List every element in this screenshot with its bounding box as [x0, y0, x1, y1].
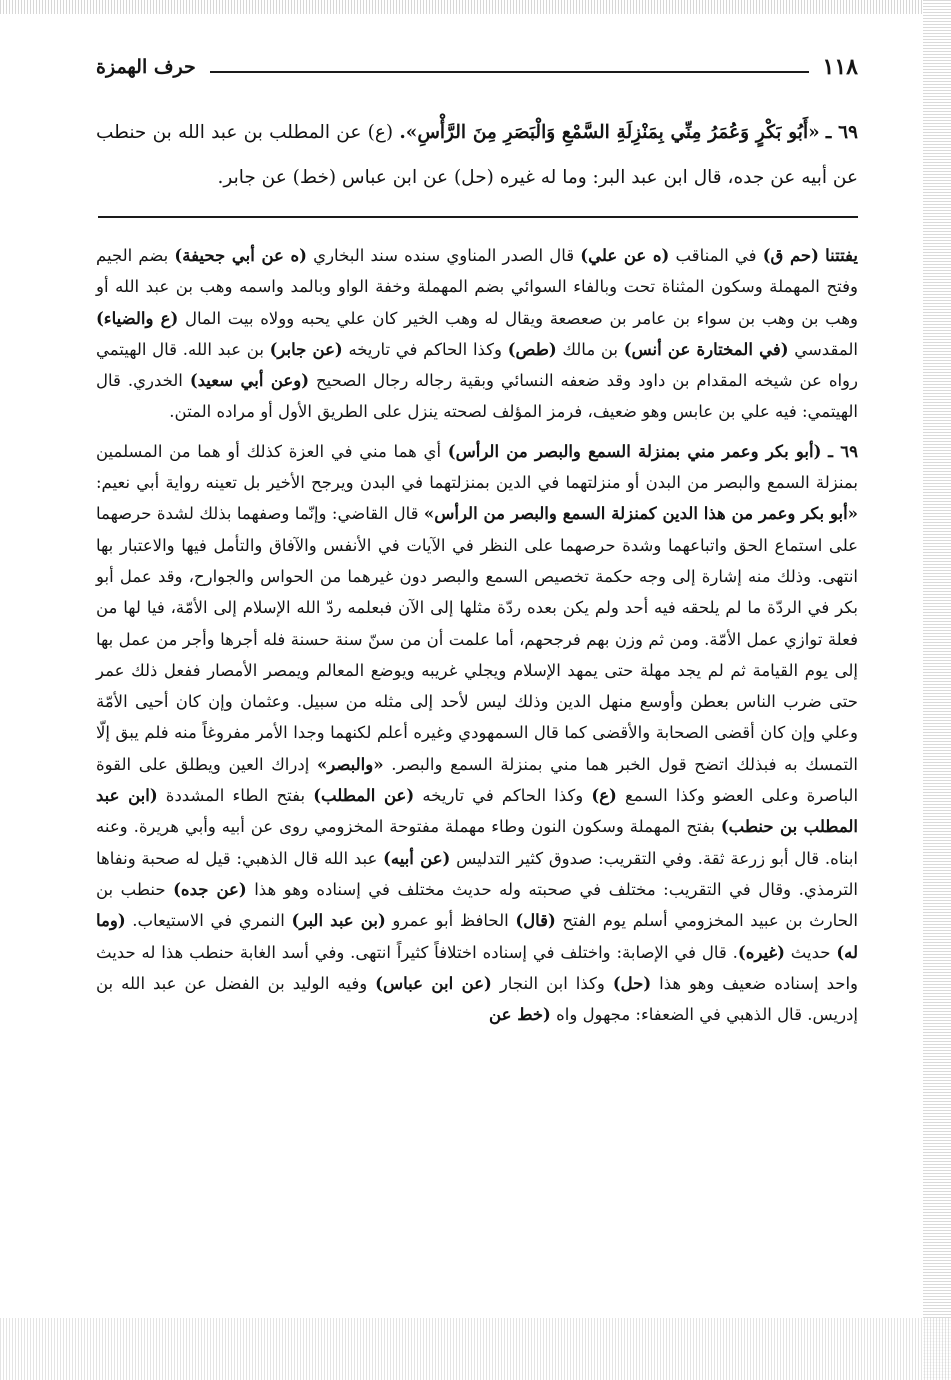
comm-bold: (ه عن أبي جحيفة): [174, 246, 307, 265]
comm-bold: ٦٩ ـ: [828, 441, 858, 461]
comm-bold: (حل): [612, 973, 652, 993]
comm-bold: (عن جده): [173, 879, 247, 899]
scan-edge-right: [923, 0, 951, 1380]
book-page: [96, 52, 858, 1030]
footnote-divider: [98, 216, 858, 218]
comm-bold: (وما له): [96, 911, 858, 962]
comm-text: وكذا الحاكم في تاريخه: [348, 339, 503, 359]
comm-bold: (خط عن: [489, 1005, 551, 1025]
comm-text: حنطب بن الحارث بن عبيد المخزومي أسلم يوم الفتح: [96, 879, 858, 931]
comm-bold: (حم ق): [762, 246, 819, 265]
comm-text: بضم الجيم وفتح المهملة وسكون المثناة تحت وبالفاء السوائي بضم المهملة وخفة الواو وبالمد واسمه وهب بن عبد الله أو وهب بن وهب بن سواء بن عامر بن صعصعة ويقال له وهب الخير كان علي يحبه وولاه بيت المال: [96, 246, 858, 328]
comm-text: قال القاضي: وإنّما وصفهما بذلك لشدة حرصهما على استماع الحق واتباعهما وشدة حرصهما على النظر في الآيات في الأنفس والآفاق والتأمل فيها والاعتبار بها انتهى. وذلك منه إشارة إلى وجه حكمة تخصيص السمع والبصر دون غيرهما من الحواس والجوارح، وقد عمل أبو بكر في الردّة ما لم يلحقه فيه أحد ولم يكن بعده ردّة مثلها إلى الآن فبعلمه ردّ الله الإسلام إلى الأمّة، فيا لها من فعلة توازي عمل الأمّة. ومن ثم وزن بهم فرجحهم، أما علمت أن من سنّ سنة حسنة فله أجرها وأجر من عمل بها إلى يوم القيامة ثم لم يجد مهلة حتى يمهد الإسلام ويجلي غريبه ويوضع المعالم ويمصر الأمصار ففعل ذلك عمر حتى ضرب الناس بعطن وأوسع منهل الدين وذلك ليس لأحد إلى مثله من سبيل. وعثمان وإن كان أحيى الأمّة وعلي وإن كان أقضى الصحابة والأقضى كما قال السمهودي وغيره أعلم لكنهما وجدا الأمر مفروغاً منه فلم يبق إلّا التمسك به فبذلك اتضح قول الخبر هما مني بمنزلة السمع والبصر.: [96, 504, 859, 774]
comm-bold: (بن عبد البر): [291, 911, 386, 931]
comm-bold: (وعن أبي سعيد): [189, 371, 310, 391]
scan-edge-top: [0, 0, 951, 14]
page-number: ١١٨: [822, 54, 858, 80]
comm-bold: (ع والضياء): [96, 308, 179, 328]
comm-bold: (عن ابن عباس): [375, 973, 492, 993]
chapter-title: حرف الهمزة: [96, 56, 196, 78]
hadith-text: «أَبُو بَكْرٍ وَعُمَرُ مِنِّي بِمَنْزِلَةِ السَّمْعِ وَالْبَصَرِ مِنَ الرَّأْسِ».: [399, 122, 820, 143]
comm-text: الحافظ أبو عمرو: [392, 911, 509, 931]
comm-text: أي هما مني في العزة كذلك أو هما من المسلمين بمنزلة السمع والبصر من البدن أو منزلتهما في الدين بمنزلتهما في البدن ويرجح الأخير بل تعينه رواية أبي نعيم:: [96, 441, 858, 493]
comm-bold: (عن أبيه): [383, 848, 451, 868]
comm-bold: (ابن عبد المطلب بن حنطب): [96, 786, 858, 837]
comm-bold: يفتتنا: [825, 246, 858, 265]
hadith-main-text: [96, 110, 858, 200]
comm-bold: (ه عن علي): [580, 246, 670, 265]
scan-edge-bottom: [0, 1318, 951, 1380]
comm-bold: (ع): [591, 786, 617, 806]
comm-bold: (غيره): [737, 942, 785, 962]
comm-text: المقدسي: [794, 339, 858, 359]
commentary-paragraph-1: [96, 240, 858, 428]
comm-text: بفتح المهملة وسكون النون وطاء مهملة مفتوحة المخزومي روى عن أبيه وأبي هريرة. وعنه ابناه. قال أبو زرعة ثقة. وفي التقريب: صدوق كثير التدليس: [96, 817, 858, 868]
comm-text: وكذا الحاكم في تاريخه: [422, 786, 584, 806]
hadith-sources: (ع) عن المطلب بن عبد الله بن حنطب عن أبيه عن جده، قال ابن عبد البر: وما له غيره (حل) عن ابن عباس (خط) عن جابر.: [96, 122, 858, 188]
comm-bold: (أبو بكر وعمر مني بمنزلة السمع والبصر من الرأس): [447, 441, 822, 461]
comm-text: الخدري. قال الهيتمي: فيه علي بن عابس وهو ضعيف، فرمز المؤلف لصحته ينزل على الطريق الأول أو مراده المتن.: [96, 371, 858, 422]
comm-text: بفتح الطاء المشددة: [165, 786, 306, 806]
comm-text: عبد الله قال الذهبي: قيل له صحبة ونفاها الترمذي. وقال في التقريب: مختلف في صحبته وله حديث مختلف في إسناده وهو هذا: [96, 848, 858, 899]
comm-text: . قال في الإصابة: واختلف في إسناده اختلافاً كثيراً انتهى. وفي أسد الغابة حنطب هذا له حديث واحد إسناده ضعيف وهو هذا: [96, 942, 859, 993]
comm-text: قال الصدر المناوي سنده سند البخاري: [313, 246, 575, 265]
commentary-paragraph-2: [96, 436, 858, 1031]
hadith-number: ٦٩ ـ: [825, 122, 858, 143]
comm-text: حديث: [790, 942, 831, 962]
comm-bold: (قال): [515, 911, 556, 931]
comm-text: في المناقب: [675, 246, 757, 265]
comm-text: وفيه الوليد بن الفضل عن عبد الله بن إدريس. قال الذهبي في الضعفاء: مجهول واه: [96, 973, 858, 1025]
comm-text: بن مالك: [562, 339, 618, 359]
header-rule: [210, 71, 809, 73]
comm-text: النمري في الاستيعاب.: [132, 911, 285, 931]
comm-bold: (عن جابر): [269, 339, 343, 359]
comm-text: إدراك العين ويطلق على القوة الباصرة وعلى العضو وكذا السمع: [96, 754, 859, 806]
comm-bold: (في المختارة عن أنس): [623, 339, 789, 359]
comm-text: وكذا ابن النجار: [499, 973, 605, 993]
comm-bold: «أبو بكر وعمر من هذا الدين كمنزلة السمع والبصر من الرأس»: [423, 504, 858, 524]
page-header: [96, 52, 858, 82]
comm-bold: (طص): [507, 339, 557, 359]
comm-bold: «والبصر»: [316, 754, 384, 774]
comm-text: بن عبد الله. قال الهيتمي رواه عن شيخه المقدام بن داود وقد ضعفه النسائي وبقية رجاله رجال الصحيح: [96, 339, 858, 391]
comm-bold: (عن المطلب): [313, 786, 415, 806]
